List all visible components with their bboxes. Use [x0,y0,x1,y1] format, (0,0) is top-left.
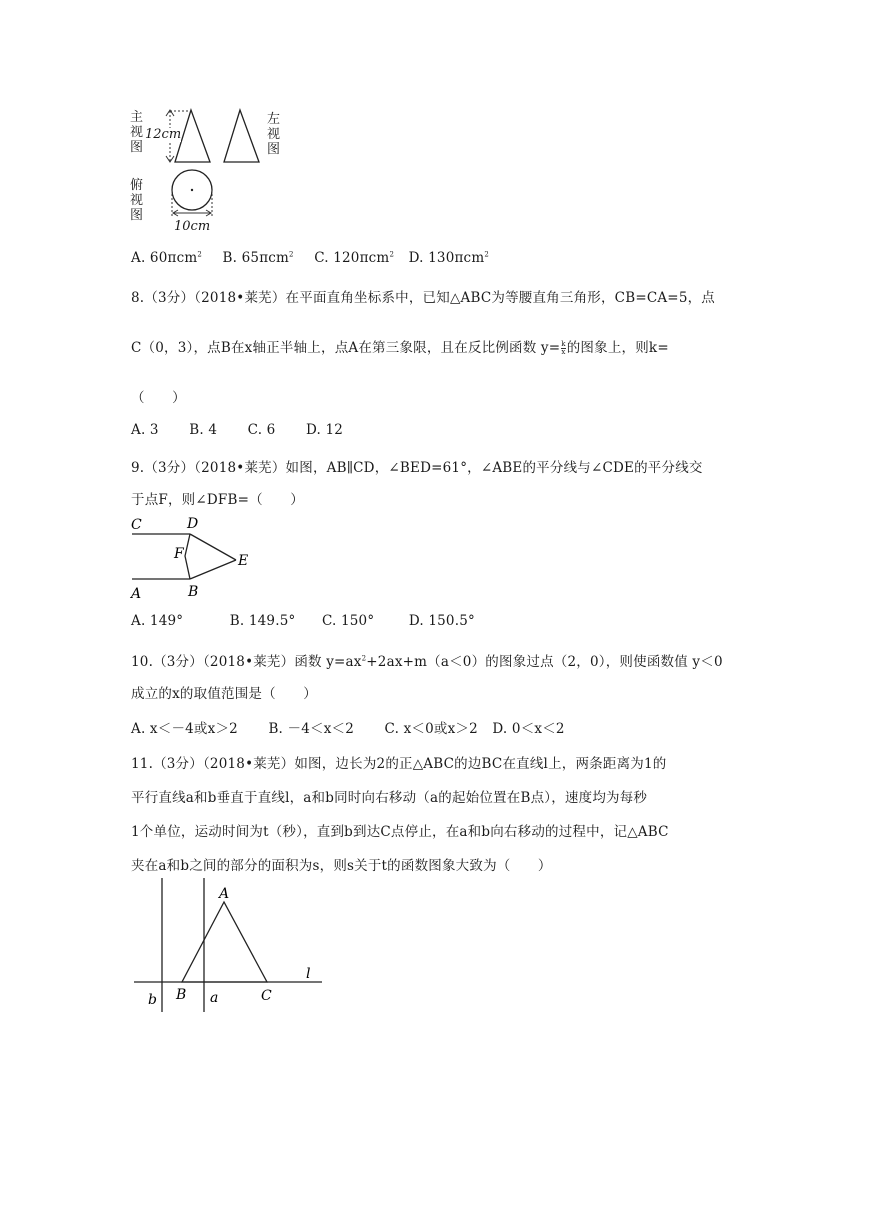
q8-line-2: C（0，3），点B在x轴正半轴上，点A在第三象限，且在反比例函数 y= $\frac{k}{x}$ 的图象上，则k= [131,340,669,356]
q8-option-a[interactable]: A. 3 [131,422,159,438]
q11-line-4: 夹在a和b之间的部分的面积为s，则s关于t的函数图象大致为（ ） [131,858,552,874]
height-dimension-label: 12cm [145,127,182,142]
q10-option-a[interactable]: A. x＜－4或x＞2 [131,721,238,737]
q9-line-2: 于点F，则∠DFB=（ ） [131,492,304,508]
q8-option-b[interactable]: B. 4 [189,422,218,438]
q9-option-a[interactable]: A. 149° [131,613,184,629]
label-b: B [188,584,199,600]
q8-fraction: $\frac{k}{x}$ [561,340,566,356]
q8-option-d[interactable]: D. 12 [305,422,344,438]
q7-option-d[interactable]: D. 130πcm$^2$ [408,250,489,266]
q9-option-c[interactable]: C. 150° [321,613,375,629]
left-view-label: 左 视 图 [267,112,281,157]
q7-option-b[interactable]: B. 65πcm$^2$ [222,250,294,266]
label-d: D [187,516,199,532]
q11-line-2: 平行直线a和b垂直于直线l，a和b同时向右移动（a的起始位置在B点），速度均为每秒 [131,790,648,806]
q8-line-1: 8.（3分）（2018•莱芜）在平面直角坐标系中，已知△ABC为等腰直角三角形，CB=CA=5，点 [131,290,716,306]
label-line-b: b [148,992,157,1008]
label-f: F [174,546,184,562]
main-view-label: 主 视 图 [130,110,144,155]
three-view-figure [128,106,288,236]
q11-line-1: 11.（3分）（2018•莱芜）如图，边长为2的正△ABC的边BC在直线l上，两条距离为1的 [131,756,667,772]
q10-line-1: 10.（3分）（2018•莱芜）函数 $y=ax^2+2ax+m(a<0)$的图象过点（2，0），则使函数值 y＜0 [131,654,723,670]
q9-line-1: 9.（3分）（2018•莱芜）如图，AB∥CD，∠BED=61°，∠ABE的平分线与∠CDE的平分线交 [131,460,703,476]
three-view-drawing [128,106,288,236]
q11-geometry-drawing [130,876,330,1016]
q9-option-b[interactable]: B. 149.5° [229,613,296,629]
top-view-label: 俯 视 图 [130,178,144,223]
q10-option-b[interactable]: B. －4＜x＜2 [268,721,355,737]
triangle-abc [182,902,267,982]
left-view-triangle [224,110,259,162]
q8-option-c[interactable]: C. 6 [247,422,276,438]
label-vertex-c: C [261,988,272,1004]
q9-option-d[interactable]: D. 150.5° [408,613,475,629]
q10-option-c[interactable]: C. x＜0或x＞2 [384,721,478,737]
q11-line-3: 1个单位，运动时间为t（秒），直到b到达C点停止，在a和b向右移动的过程中，记△ABC [131,824,669,840]
label-line-l: l [306,966,311,982]
label-line-a: a [210,990,219,1006]
label-vertex-a: A [219,886,230,902]
q7-option-c[interactable]: C. 120πcm$^2$ [314,250,395,266]
q7-option-a[interactable]: A. 60πcm$^2$ [131,250,203,266]
label-c: C [131,517,142,533]
q10-option-d[interactable]: D. 0＜x＜2 [492,721,565,737]
q9-options [131,613,475,629]
q9-figure [128,512,268,604]
q8-options [131,422,343,438]
label-a: A [131,586,142,602]
label-vertex-b: B [176,987,187,1003]
label-e: E [238,553,249,569]
q8-line-3: （ ） [131,390,186,406]
q11-figure [130,876,330,1016]
q10-line-2: 成立的x的取值范围是（ ） [131,686,317,702]
q9-geometry-drawing [128,512,268,604]
q10-options [131,717,565,737]
width-dimension-label: 10cm [174,219,211,234]
q7-options [131,250,489,266]
